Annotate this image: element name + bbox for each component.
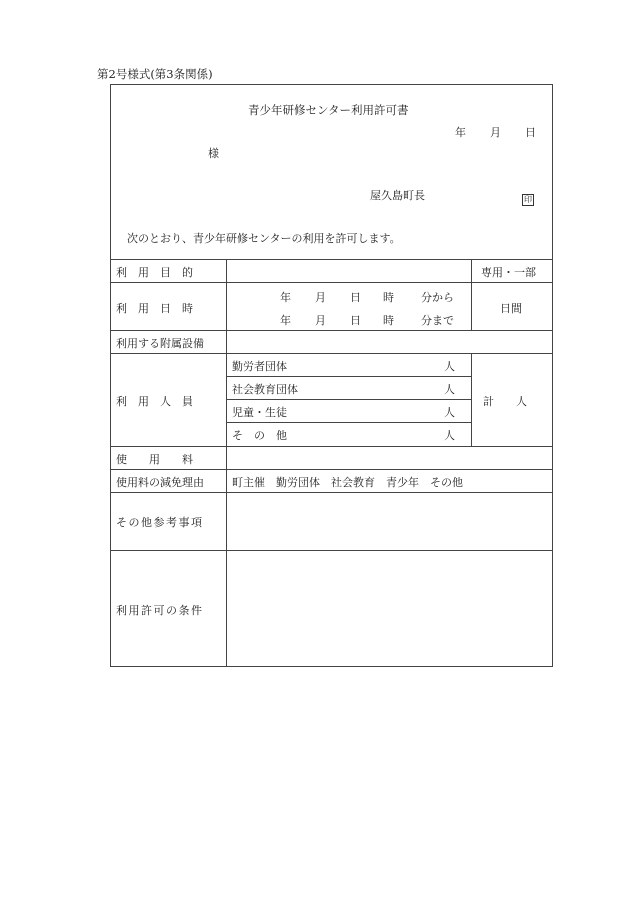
days-label: 日間 <box>500 302 522 315</box>
reduction-label: 使用料の減免理由 <box>116 476 204 489</box>
row-divider <box>110 353 553 354</box>
start-day: 日 <box>350 291 361 304</box>
users-item-name: そ の 他 <box>232 429 287 442</box>
row-divider <box>110 492 553 493</box>
row-divider <box>110 469 553 470</box>
seal-char: 印 <box>524 195 532 204</box>
date-day-label: 日 <box>525 126 536 139</box>
end-hour: 時 <box>383 314 394 327</box>
end-day: 日 <box>350 314 361 327</box>
datetime-label: 利 用 日 時 <box>116 302 193 315</box>
start-hour: 時 <box>383 291 394 304</box>
users-item-unit: 人 <box>444 429 455 442</box>
row-divider <box>226 399 471 400</box>
purpose-label: 利 用 目 的 <box>116 266 193 279</box>
date-year-label: 年 <box>455 126 466 139</box>
users-label: 利 用 人 員 <box>116 395 193 408</box>
reduction-options: 町主催 勤労団体 社会教育 青少年 その他 <box>232 476 463 489</box>
users-item-name: 社会教育団体 <box>232 383 298 396</box>
purpose-option: 専用・一部 <box>481 266 536 279</box>
start-year: 年 <box>280 291 291 304</box>
users-item-unit: 人 <box>444 360 455 373</box>
users-item-name: 児童・生徒 <box>232 406 287 419</box>
column-divider <box>226 259 227 667</box>
start-minute: 分から <box>421 291 454 304</box>
users-item-name: 勤労者団体 <box>232 360 287 373</box>
notes-label: その他参考事項 <box>116 516 204 529</box>
end-month: 月 <box>315 314 326 327</box>
row-divider <box>110 550 553 551</box>
addressee-suffix: 様 <box>208 147 219 160</box>
seal-mark <box>522 187 534 206</box>
intro-statement: 次のとおり、青少年研修センターの利用を許可します。 <box>127 232 401 245</box>
date-month-label: 月 <box>490 126 501 139</box>
users-total-label: 計 人 <box>483 395 527 408</box>
row-divider <box>226 376 471 377</box>
end-year: 年 <box>280 314 291 327</box>
users-item-unit: 人 <box>444 383 455 396</box>
end-minute: 分まで <box>421 314 454 327</box>
fee-label: 使 用 料 <box>116 453 193 466</box>
row-divider <box>110 446 553 447</box>
row-divider <box>110 282 553 283</box>
form-title: 青少年研修センター利用許可書 <box>248 103 409 117</box>
column-divider <box>471 353 472 446</box>
start-month: 月 <box>315 291 326 304</box>
row-divider <box>110 259 553 260</box>
row-divider <box>226 422 471 423</box>
form-number-label: 第2号様式(第3条関係) <box>97 67 213 81</box>
conditions-label: 利用許可の条件 <box>116 604 204 617</box>
row-divider <box>110 330 553 331</box>
column-divider <box>471 259 472 330</box>
users-item-unit: 人 <box>444 406 455 419</box>
issuer-name: 屋久島町長 <box>370 189 425 202</box>
equipment-label: 利用する附属設備 <box>116 337 204 350</box>
